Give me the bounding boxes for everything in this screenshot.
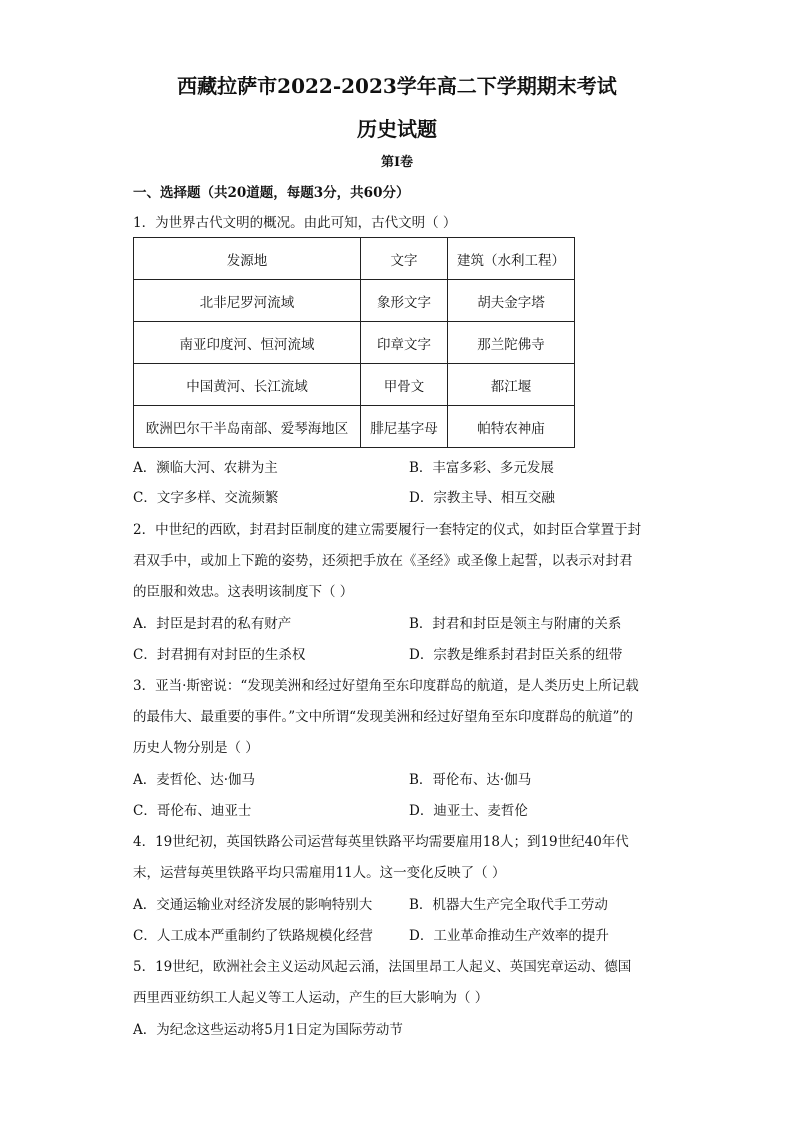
table-cell: 象形文字	[361, 280, 448, 322]
table-row	[134, 322, 575, 364]
q2-option-d: D．宗教是维系封君封臣关系的纽带	[409, 647, 623, 663]
table-cell: 印章文字	[361, 322, 448, 364]
table-cell: 中国黄河、长江流域	[134, 364, 361, 406]
table-header-cell: 文字	[361, 238, 448, 280]
q2-stem-line: 的臣服和效忠。这表明该制度下（ ）	[133, 584, 354, 600]
table-cell: 腓尼基字母	[361, 406, 448, 448]
civilization-table	[133, 237, 575, 448]
volume-label: 第Ⅰ卷	[380, 155, 414, 170]
table-row	[134, 406, 575, 448]
table-cell: 帕特农神庙	[448, 406, 575, 448]
table-cell: 北非尼罗河流域	[134, 280, 361, 322]
table-cell: 都江堰	[448, 364, 575, 406]
q3-option-a: A．麦哲伦、达·伽马	[133, 772, 256, 788]
table-header-row	[134, 238, 575, 280]
q1-option-c: C．文字多样、交流频繁	[133, 490, 279, 506]
q1-option-d: D．宗教主导、相互交融	[409, 490, 555, 506]
q1-option-a: A．濒临大河、农耕为主	[133, 460, 278, 476]
table-cell: 甲骨文	[361, 364, 448, 406]
q4-option-d: D．工业革命推动生产效率的提升	[409, 928, 609, 944]
exam-title: 西藏拉萨市2022-2023学年高二下学期期末考试	[177, 74, 617, 98]
q3-option-d: D．迪亚士、麦哲伦	[409, 803, 528, 819]
table-row	[134, 364, 575, 406]
table-header-cell: 发源地	[134, 238, 361, 280]
q2-option-c: C．封君拥有对封臣的生杀权	[133, 647, 306, 663]
table-cell: 那兰陀佛寺	[448, 322, 575, 364]
q5-stem-line: 西里西亚纺织工人起义等工人运动，产生的巨大影响为（ ）	[133, 990, 489, 1006]
q1-option-b: B．丰富多彩、多元发展	[409, 460, 554, 476]
table-header-cell: 建筑（水利工程）	[448, 238, 575, 280]
table-cell: 欧洲巴尔干半岛南部、爱琴海地区	[134, 406, 361, 448]
q4-stem-line: 末，运营每英里铁路平均只需雇用11人。这一变化反映了（ ）	[133, 865, 506, 881]
q3-stem-line: 的最伟大、最重要的事件。”文中所谓“发现美洲和经过好望角至东印度群岛的航道”的	[133, 709, 633, 725]
q5-option-a: A．为纪念这些运动将5月1日定为国际劳动节	[133, 1022, 403, 1038]
q5-stem-line: 5．19世纪，欧洲社会主义运动风起云涌，法国里昂工人起义、英国宪章运动、德国	[133, 959, 632, 975]
q2-stem-line: 君双手中，或加上下跪的姿势，还须把手放在《圣经》或圣像上起誓，以表示对封君	[133, 553, 633, 569]
q2-option-a: A．封臣是封君的私有财产	[133, 616, 292, 632]
exam-subtitle: 历史试题	[357, 117, 437, 141]
q3-stem-line: 3．亚当·斯密说：“发现美洲和经过好望角至东印度群岛的航道，是人类历史上所记载	[133, 678, 639, 694]
table-cell: 胡夫金字塔	[448, 280, 575, 322]
q1-stem: 1．为世界古代文明的概况。由此可知，古代文明（ ）	[133, 215, 457, 231]
q4-option-c: C．人工成本严重制约了铁路规模化经营	[133, 928, 373, 944]
q4-stem-line: 4．19世纪初，英国铁路公司运营每英里铁路平均需要雇用18人；到19世纪40年代	[133, 834, 629, 850]
q3-option-c: C．哥伦布、迪亚士	[133, 803, 252, 819]
section-heading: 一、选择题（共20道题，每题3分，共60分）	[133, 185, 410, 201]
table-cell: 南亚印度河、恒河流域	[134, 322, 361, 364]
q4-option-b: B．机器大生产完全取代手工劳动	[409, 897, 608, 913]
q2-option-b: B．封君和封臣是领主与附庸的关系	[409, 616, 622, 632]
table-row	[134, 280, 575, 322]
q3-stem-line: 历史人物分别是（ ）	[133, 740, 259, 756]
q2-stem-line: 2．中世纪的西欧，封君封臣制度的建立需要履行一套特定的仪式，如封臣合掌置于封	[133, 522, 642, 538]
q3-option-b: B．哥伦布、达·伽马	[409, 772, 532, 788]
q4-option-a: A．交通运输业对经济发展的影响特别大	[133, 897, 373, 913]
